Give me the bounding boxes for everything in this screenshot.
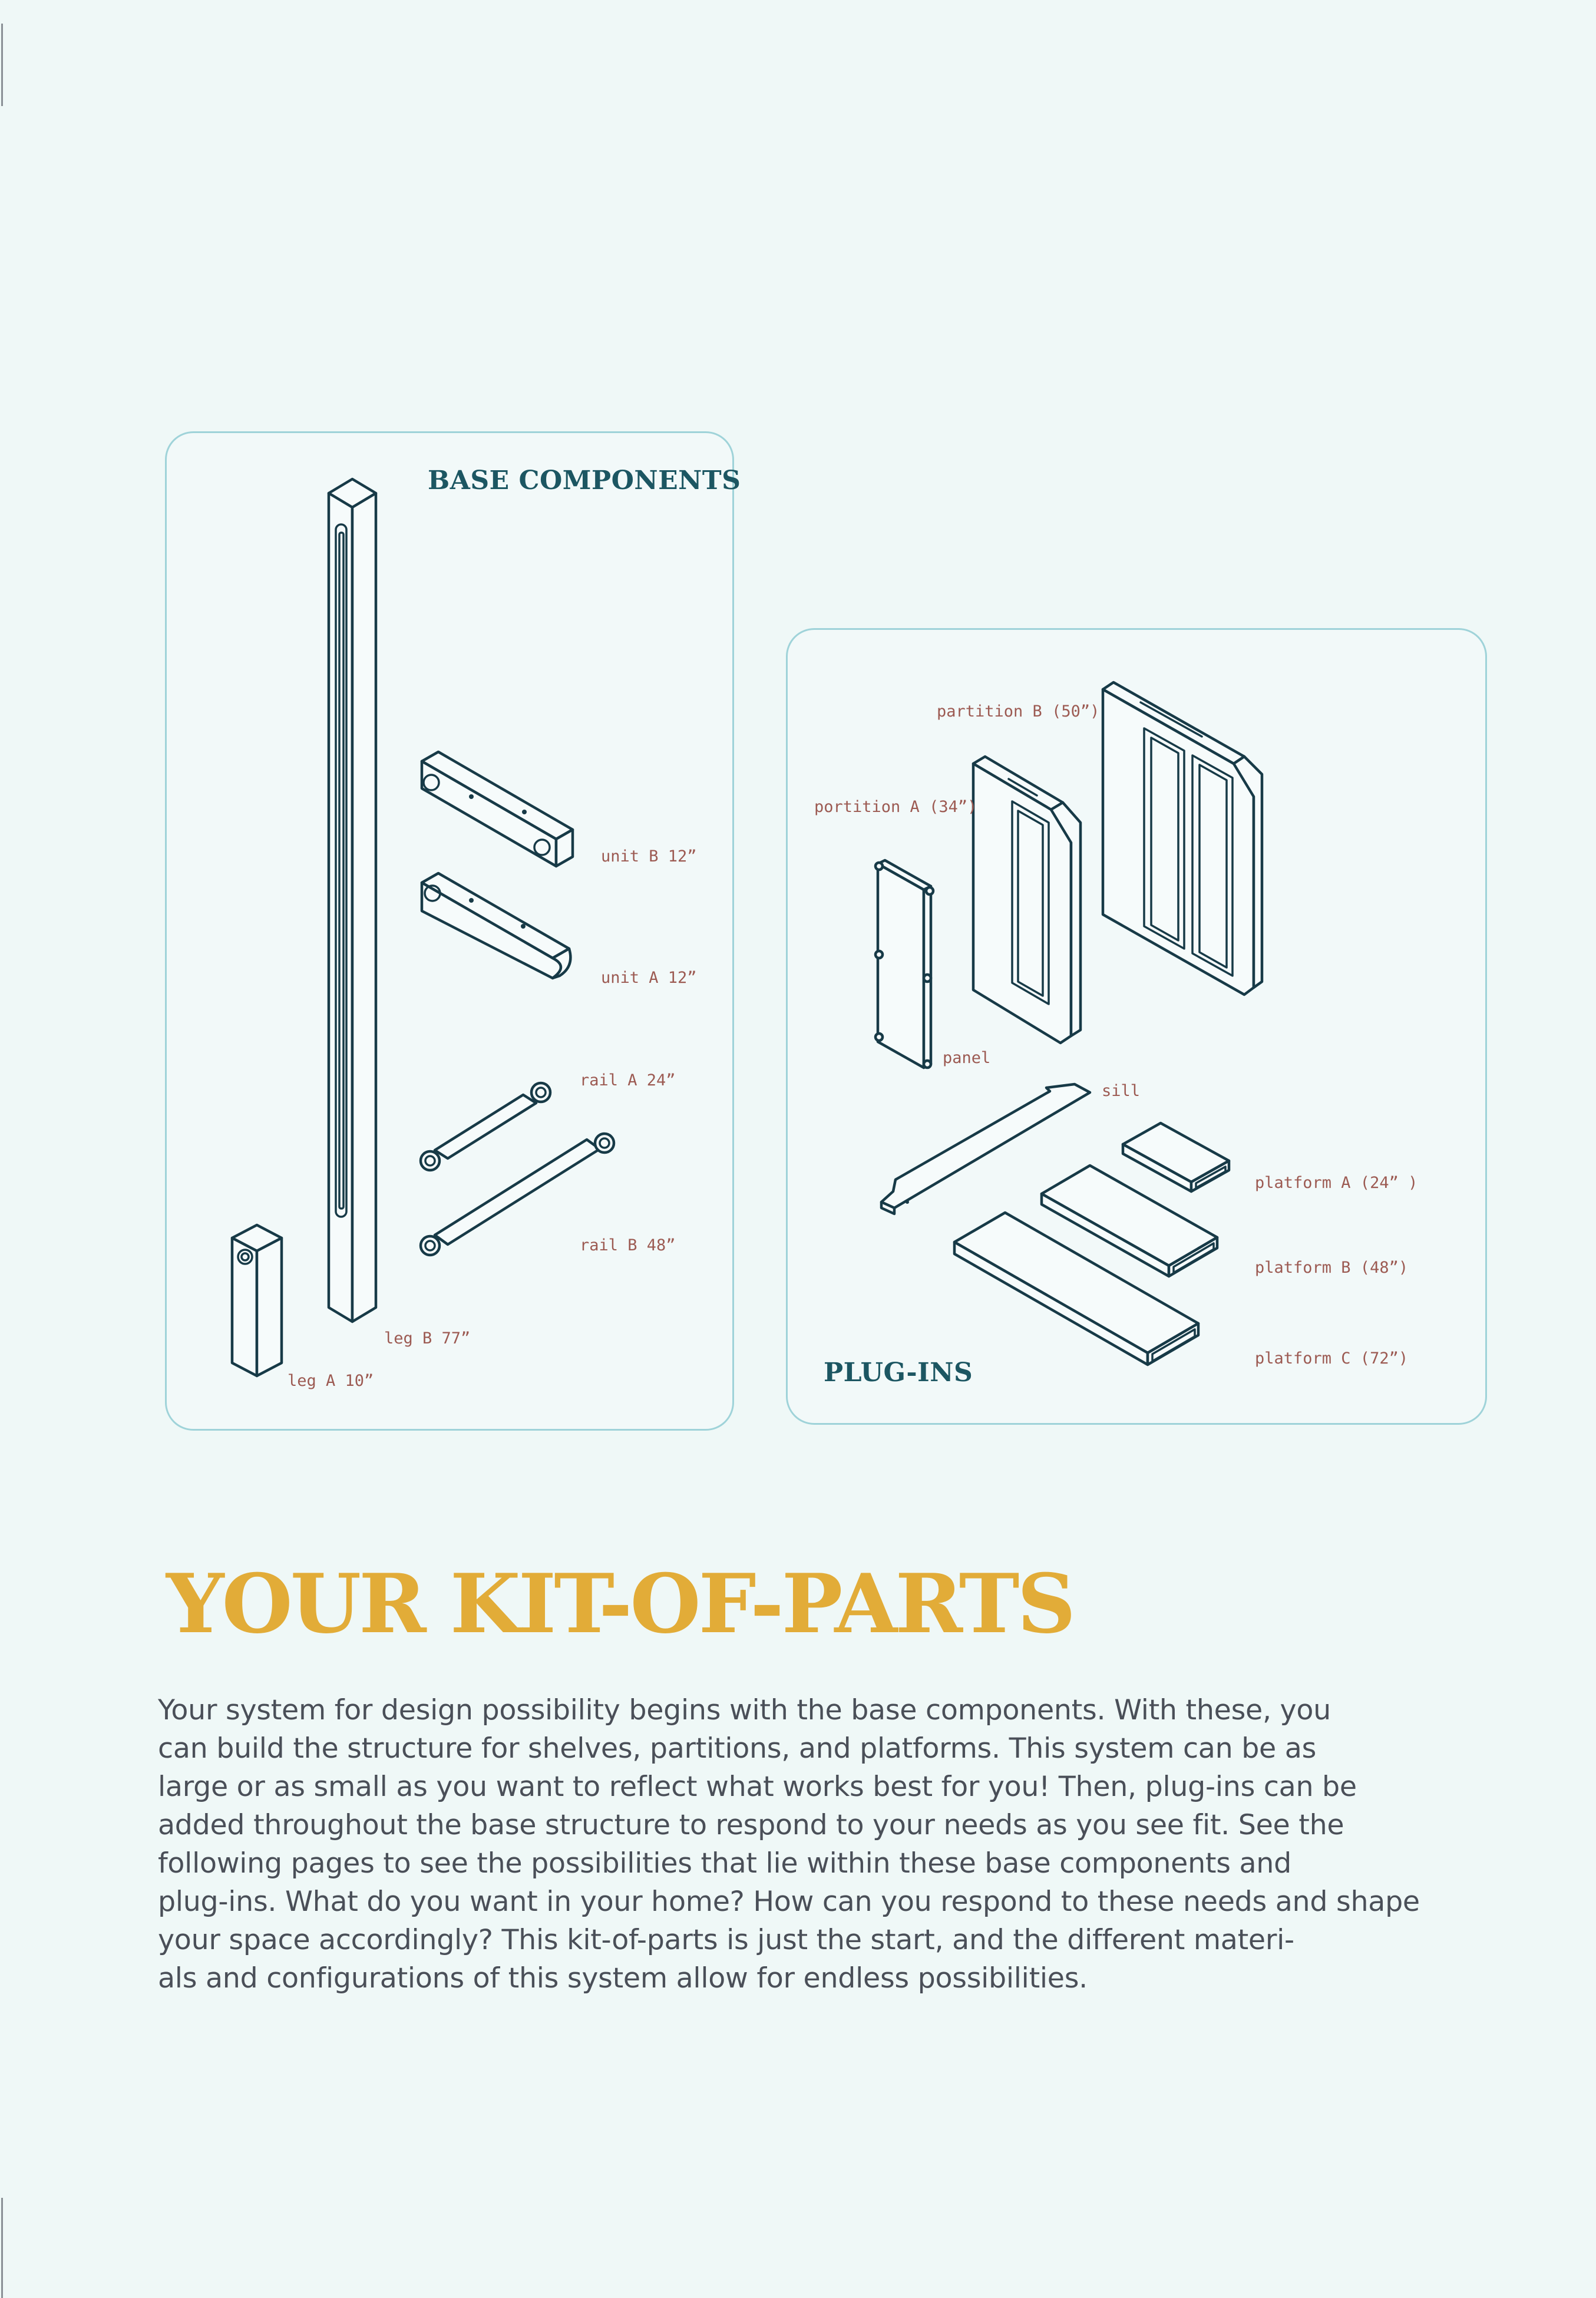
- rail-b-label: rail B 48”: [580, 1236, 676, 1254]
- leg-b-label: leg B 77”: [384, 1329, 471, 1348]
- body-paragraph: [158, 1691, 1513, 1997]
- plug-ins-title: PLUG-INS: [824, 1358, 973, 1388]
- base-components-title: BASE COMPONENTS: [428, 465, 741, 496]
- panel-label: panel: [943, 1049, 991, 1067]
- platform-b-label: platform B (48”): [1255, 1259, 1409, 1277]
- unit-b-label: unit B 12”: [601, 847, 697, 866]
- body-line: plug-ins. What do you want in your home? How can you respond to these needs and shape: [158, 1886, 1420, 1918]
- leg-a-label: leg A 10”: [288, 1372, 374, 1390]
- platform-c-label: platform C (72”): [1255, 1349, 1409, 1368]
- unit-a-label: unit A 12”: [601, 969, 697, 987]
- platform-a-illustration: [1123, 1123, 1229, 1191]
- leg-a-illustration: [232, 1225, 282, 1376]
- panel-illustration: [875, 860, 933, 1068]
- body-line: large or as small as you want to reflect what works best for you! Then, plug-ins can be: [158, 1771, 1357, 1803]
- body-line: als and configurations of this system allow for endless possibilities.: [158, 1962, 1088, 1995]
- page-heading: YOUR KIT-OF-PARTS: [166, 1556, 1074, 1652]
- partition-a-label: portition A (34”): [814, 798, 977, 816]
- unit-b-illustration: [422, 752, 573, 866]
- rail-a-illustration: [421, 1083, 550, 1170]
- unit-a-illustration: [422, 873, 570, 978]
- partition-a-illustration: [973, 757, 1080, 1043]
- body-line: your space accordingly? This kit-of-parts is just the start, and the different materi-: [158, 1924, 1294, 1956]
- platform-a-label: platform A (24” ): [1255, 1174, 1418, 1192]
- partition-b-label: partition B (50”): [937, 702, 1100, 721]
- partition-b-illustration: [1103, 682, 1262, 995]
- sill-label: sill: [1102, 1082, 1141, 1100]
- body-line: added throughout the base structure to respond to your needs as you see fit. See the: [158, 1809, 1344, 1841]
- body-line: Your system for design possibility begins with the base components. With these, you: [158, 1694, 1331, 1726]
- leg-b-illustration: [329, 479, 376, 1322]
- rail-a-label: rail A 24”: [580, 1071, 676, 1089]
- body-line: following pages to see the possibilities that lie within these base components and: [158, 1847, 1291, 1880]
- body-line: can build the structure for shelves, partitions, and platforms. This system can be as: [158, 1732, 1317, 1765]
